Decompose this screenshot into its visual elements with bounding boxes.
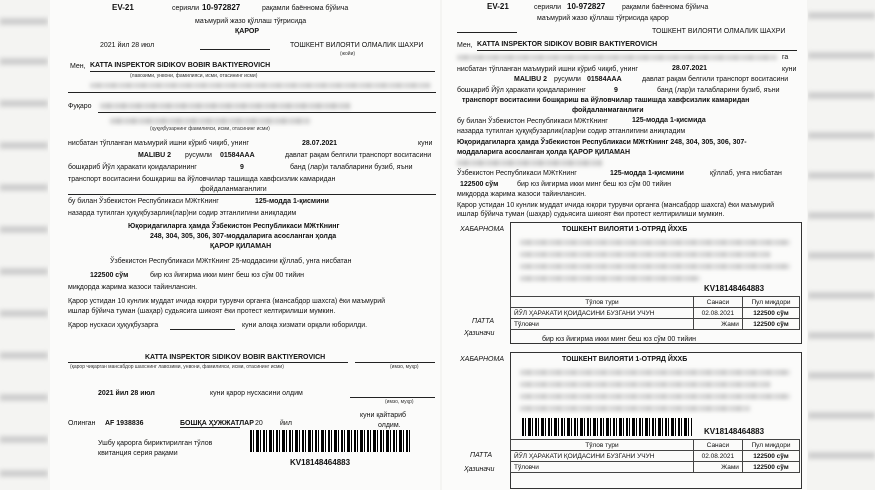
series-label: EV-21 xyxy=(487,2,509,11)
copy-text-2: куни алоқа хизмати орқали юборилди. xyxy=(242,322,368,329)
taken-label: Олинган xyxy=(68,420,96,427)
sign-caption-3: (имзо, муҳр) xyxy=(385,399,414,405)
sign-caption-2: (имзо, муҳр) xyxy=(390,364,419,370)
fine-words: бир юз йигирма икки минг беш юз сўм 00 тийин xyxy=(517,181,672,188)
receive-date: 2021 йил 28 июл xyxy=(98,390,155,397)
appeal-line-2: ишлар бўйича туман (шаҳар) судьясига шикоят ёки протест келтирилиши мумкин. xyxy=(457,211,725,218)
right-document xyxy=(442,0,807,490)
decision-line-2: 248, 304, 305, 306, 307-моддаларига асосланган ҳолда xyxy=(150,233,337,240)
appeal-line-2: ишлар бўйича туман (шаҳар) судьясига шикоят ёки протест келтирилиши мумкин. xyxy=(68,308,336,315)
series-word: серияли xyxy=(534,4,561,11)
code-text: бу билан Ўзбекистон Республикаси МЖтКнинг xyxy=(68,198,219,205)
ga-suffix: га xyxy=(782,54,789,61)
table-row: ЙЎЛ ҲАРАКАТИ ҚОИДАСИНИ БУЗГАНИ УЧУН 02.08.2021 122500 сўм xyxy=(511,451,800,462)
decision-line-1: Юқоридагиларга ҳамда Ўзбекистон Республикаси МЖтКнинг xyxy=(128,223,340,230)
day-word: куни xyxy=(418,140,433,147)
copy-text-1: Қарор нусхаси ҳуқуқбузарга xyxy=(68,322,159,329)
code-article-2: 125-модда 1-қисмини xyxy=(610,170,684,177)
receive-text: куни қарор нусхасини олдим xyxy=(210,390,303,397)
car-mid: русумли xyxy=(554,76,581,83)
barcode-number: KV18148464883 xyxy=(290,458,351,467)
unit-name-2: ТОШКЕНТ ВИЛОЯТИ 1-ОТРЯД ЙХХБ xyxy=(562,356,688,363)
rules-end: банд (лар)и талабларини бузиб, яъни xyxy=(290,164,413,171)
receipt-line-2: квитанция серия рақами xyxy=(98,450,178,457)
car-plate: 01584AAA xyxy=(220,152,255,159)
year-prefix: 20 xyxy=(255,420,263,427)
table-header: Пул миқдори xyxy=(742,297,799,308)
payment-table-2 xyxy=(510,439,800,473)
payment-table xyxy=(510,296,800,330)
notice-label: ХАБАРНОМА xyxy=(460,226,504,233)
fine-type: миқдорда жарима жазоси тайинлансин. xyxy=(457,191,587,198)
decision-line-3: ҚАРОР ҚИЛАМАН xyxy=(210,243,272,250)
article-25: Ўзбекистон Республикаси МЖтКнинг 25-моддасини қўллаб, унга нисбатан xyxy=(110,258,352,265)
code-article: 125-модда 1-қисмида xyxy=(632,117,706,124)
sign-caption-1: (қарор чиқарган мансабдор шахснинг лавозими, унвони, фамилияси, исми, отасининг исми) xyxy=(70,364,284,370)
numbered-text: рақамли баённома бўйича xyxy=(262,5,349,12)
series-number: 10-972827 xyxy=(202,3,241,12)
code-text-2: Ўзбекистон Республикаси МЖтКнинг xyxy=(457,170,577,177)
series-label: EV-21 xyxy=(112,3,134,12)
amount-words: бир юз йигирма икки минг беш юз сўм 00 тийин xyxy=(542,336,697,343)
table-header: Санаси xyxy=(693,297,742,308)
redacted-citizen xyxy=(457,160,602,166)
officer-name: KATTA INSPEKTOR SIDIKOV BOBIR BAKTIYEROVICH xyxy=(90,62,271,69)
officer-caption: (лавозими, унвони, фамилияси, исми, отасининг исми) xyxy=(130,73,258,79)
cashier-label-2: Ҳазиначи xyxy=(464,466,495,473)
place: ТОШКЕНТ ВИЛОЯТИ ОЛМАЛИК ШАХРИ xyxy=(290,42,424,49)
barcode-number: KV18148464883 xyxy=(704,284,765,293)
table-header: Тўлов тури xyxy=(511,440,694,451)
barcode-number-2: KV18148464883 xyxy=(704,427,765,436)
decision-date: 2021 йил 28 июл xyxy=(100,42,155,49)
fine-type: миқдорда жарима жазоси тайинлансин. xyxy=(68,284,198,291)
me-label: Мен, xyxy=(457,42,473,49)
table-header: Пул миқдори xyxy=(742,440,799,451)
citizen-caption: (ҳуқуқбузарнинг фамилияси, исми, отасининг исми) xyxy=(150,126,270,132)
redacted-citizen xyxy=(100,103,350,109)
fine-amount: 122500 сўм xyxy=(460,181,499,188)
table-row: Тўловчи Жами 122500 сўм xyxy=(511,319,800,330)
plate-text: давлат рақам белгили транспорт воситасини xyxy=(642,76,789,83)
series-word: серияли xyxy=(172,5,199,12)
violation-line-2: фойдаланмаганлиги xyxy=(572,107,644,114)
return-text-1: куни қайтариб xyxy=(360,412,407,419)
barcode xyxy=(250,430,410,452)
series-number: 10-972827 xyxy=(567,2,606,11)
unit-name: ТОШКЕНТ ВИЛОЯТИ 1-ОТРЯД ЙХХБ xyxy=(562,226,688,233)
subtitle: маъмурий жазо қўллаш тўғрисида қарор xyxy=(537,15,669,22)
place-caption: (жойи) xyxy=(340,51,356,57)
table-header: Санаси xyxy=(693,440,742,451)
year-word: йил xyxy=(280,420,292,427)
fact-text: нисбатан тўпланган маъмурий ишни кўриб чиқиб, унинг xyxy=(457,66,638,73)
return-text-2: олдим. xyxy=(378,422,401,429)
receipt-line-1: Ушбу қарорга бириктирилган тўлов xyxy=(98,440,213,447)
car-model: MALIBU 2 xyxy=(514,76,548,83)
day-word: куни xyxy=(782,66,797,73)
sign-officer: KATTA INSPEKTOR SIDIKOV BOBIR BAKTIYEROVICH xyxy=(145,354,326,361)
violation-line-1: транспорт воситасини бошқариш ва йўловчилар ташишда хавфсизлик камаридан xyxy=(68,176,336,183)
rules-number: 9 xyxy=(240,164,244,171)
car-plate: 01584AAA xyxy=(587,76,622,83)
right-edge-blur xyxy=(808,0,875,490)
liability-text: назарда тутилган ҳуқуқбузарлик(лар)ни содир этганлигини аниқладим xyxy=(68,210,297,217)
car-mid: русумли xyxy=(185,152,212,159)
rules-text: бошқариб Йўл ҳаракати қоидаларининг xyxy=(457,87,586,94)
patta-label-2: ПАТТА xyxy=(470,452,493,459)
subtitle: маъмурий жазо қўллаш тўғрисида xyxy=(195,18,307,25)
table-row: ЙЎЛ ҲАРАКАТИ ҚОИДАСИНИ БУЗГАНИ УЧУН 02.08.2021 122500 сўм xyxy=(511,308,800,319)
appeal-line-1: Қарор устидан 10 кунлик муддат ичида юқори турувчи органга (мансабдор шахсга) ёки маъмурий xyxy=(68,298,386,305)
appeal-line-1: Қарор устидан 10 кунлик муддат ичида юқори турувчи органга (мансабдор шахсга) ёки маъмурий xyxy=(457,202,775,209)
barcode-2 xyxy=(522,418,692,436)
rules-number: 9 xyxy=(614,87,618,94)
notice-label-2: ХАБАРНОМА xyxy=(460,356,504,363)
redacted-line xyxy=(457,55,777,60)
car-model: MALIBU 2 xyxy=(138,152,172,159)
table-header: Тўлов тури xyxy=(511,297,694,308)
numbered-text: рақамли баённома бўйича xyxy=(622,4,709,11)
fact-date: 28.07.2021 xyxy=(302,140,338,147)
code-article: 125-модда 1-қисмини xyxy=(255,198,329,205)
table-row: Тўловчи Жами 122500 сўм xyxy=(511,462,800,473)
other-docs: БОШҚА ҲУЖЖАТЛАР xyxy=(180,420,254,427)
me-label: Мен, xyxy=(70,63,86,70)
place: ТОШКЕНТ ВИЛОЯТИ ОЛМАЛИК ШАХРИ xyxy=(652,28,786,35)
fine-words: бир юз йигирма икки минг беш юз сўм 00 тийин xyxy=(150,272,305,279)
cashier-label: Ҳазиначи xyxy=(464,330,495,337)
officer-name: KATTA INSPEKTOR SIDIKOV BOBIR BAKTIYEROVICH xyxy=(477,41,658,48)
liability-text: назарда тутилган ҳуқуқбузарлик(лар)ни содир этганлигини аниқладим xyxy=(457,128,686,135)
fine-amount: 122500 сўм xyxy=(90,272,129,279)
rules-end: банд (лар)и талабларини бузиб, яъни xyxy=(657,87,780,94)
taken-number: AF 1938836 xyxy=(105,420,144,427)
patta-label: ПАТТА xyxy=(472,318,495,325)
left-edge-blur xyxy=(0,0,48,490)
citizen-label: Фуқаро xyxy=(68,103,92,110)
violation-line-1: транспорт воситасини бошқариш ва йўловчилар ташишда хавфсизлик камаридан xyxy=(462,97,750,104)
redacted-line xyxy=(90,83,430,88)
fact-date: 28.07.2021 xyxy=(672,65,708,72)
code-end-2: қўллаб, унга нисбатан xyxy=(710,170,782,177)
plate-text: давлат рақам белгили транспорт воситасини xyxy=(285,152,432,159)
left-document xyxy=(50,0,440,490)
fact-text: нисбатан тўпланган маъмурий ишни кўриб чиқиб, унинг xyxy=(68,140,249,147)
decision-line-2: моддаларига асосланган ҳолда ҚАРОР ҚИЛАМАН xyxy=(457,149,631,156)
violation-line-2: фойдаланмаганлиги xyxy=(200,186,267,193)
rules-text: бошқариб Йўл ҳаракати қоидаларининг xyxy=(68,164,197,171)
code-text: бу билан Ўзбекистон Республикаси МЖтКнинг xyxy=(457,118,608,125)
doc-title: ҚАРОР xyxy=(235,28,260,35)
decision-line-1: Юқоридагиларга ҳамда Ўзбекистон Республикаси МЖтКнинг 248, 304, 305, 306, 307- xyxy=(457,139,747,146)
redacted-citizen-2 xyxy=(110,118,310,124)
